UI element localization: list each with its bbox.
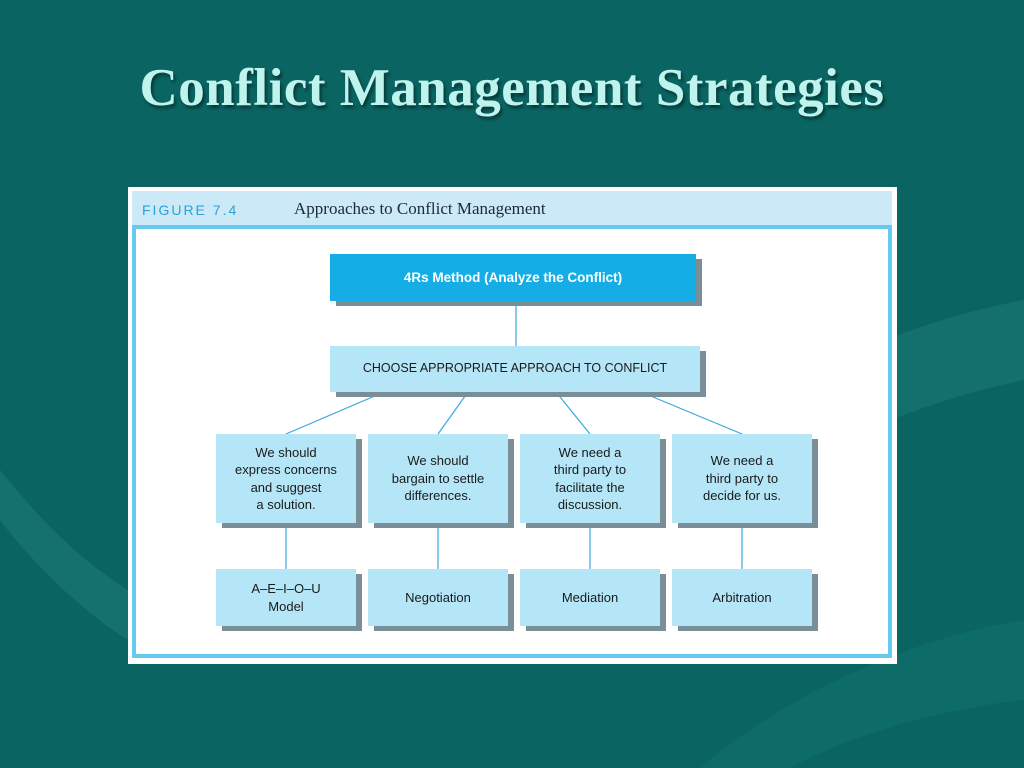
approach-box-mediation [520, 434, 660, 523]
connector-choose-to-approach-2 [438, 392, 468, 434]
figure-caption: Approaches to Conflict Management [294, 199, 546, 218]
approach-description: We need a third party to facilitate the discussion. [553, 444, 627, 512]
figure-panel [132, 225, 892, 658]
approach-box-negotiation [368, 434, 508, 523]
method-box-label: 4Rs Method (Analyze the Conflict) [403, 269, 623, 285]
outcome-label: Arbitration [712, 589, 772, 605]
outcome-box-mediation [520, 569, 660, 626]
figure-header [132, 191, 892, 225]
approach-box-aeiou [216, 434, 356, 523]
slide-title: Conflict Management Strategies [139, 59, 885, 117]
figure-label: FIGURE 7.4 [142, 202, 239, 218]
approach-box-arbitration [672, 434, 812, 523]
outcome-box-aeiou [216, 569, 356, 626]
choose-approach-box [330, 346, 700, 392]
outcome-label: A–E–I–O–U Model [251, 581, 321, 614]
approach-description: We should express concerns and suggest a solution. [235, 444, 337, 512]
method-box [330, 254, 696, 301]
connector-choose-to-approach-1 [286, 392, 384, 434]
approach-description: We should bargain to settle differences. [391, 453, 485, 504]
figure-frame [128, 187, 897, 664]
choose-approach-label: CHOOSE APPROPRIATE APPROACH TO CONFLICT [362, 361, 668, 376]
outcome-box-arbitration [672, 569, 812, 626]
connector-choose-to-approach-3 [556, 392, 590, 434]
outcome-box-negotiation [368, 569, 508, 626]
connector-choose-to-approach-4 [641, 392, 742, 434]
approach-description: We need a third party to decide for us. [702, 453, 782, 504]
outcome-label: Mediation [561, 589, 619, 605]
outcome-label: Negotiation [405, 589, 471, 605]
